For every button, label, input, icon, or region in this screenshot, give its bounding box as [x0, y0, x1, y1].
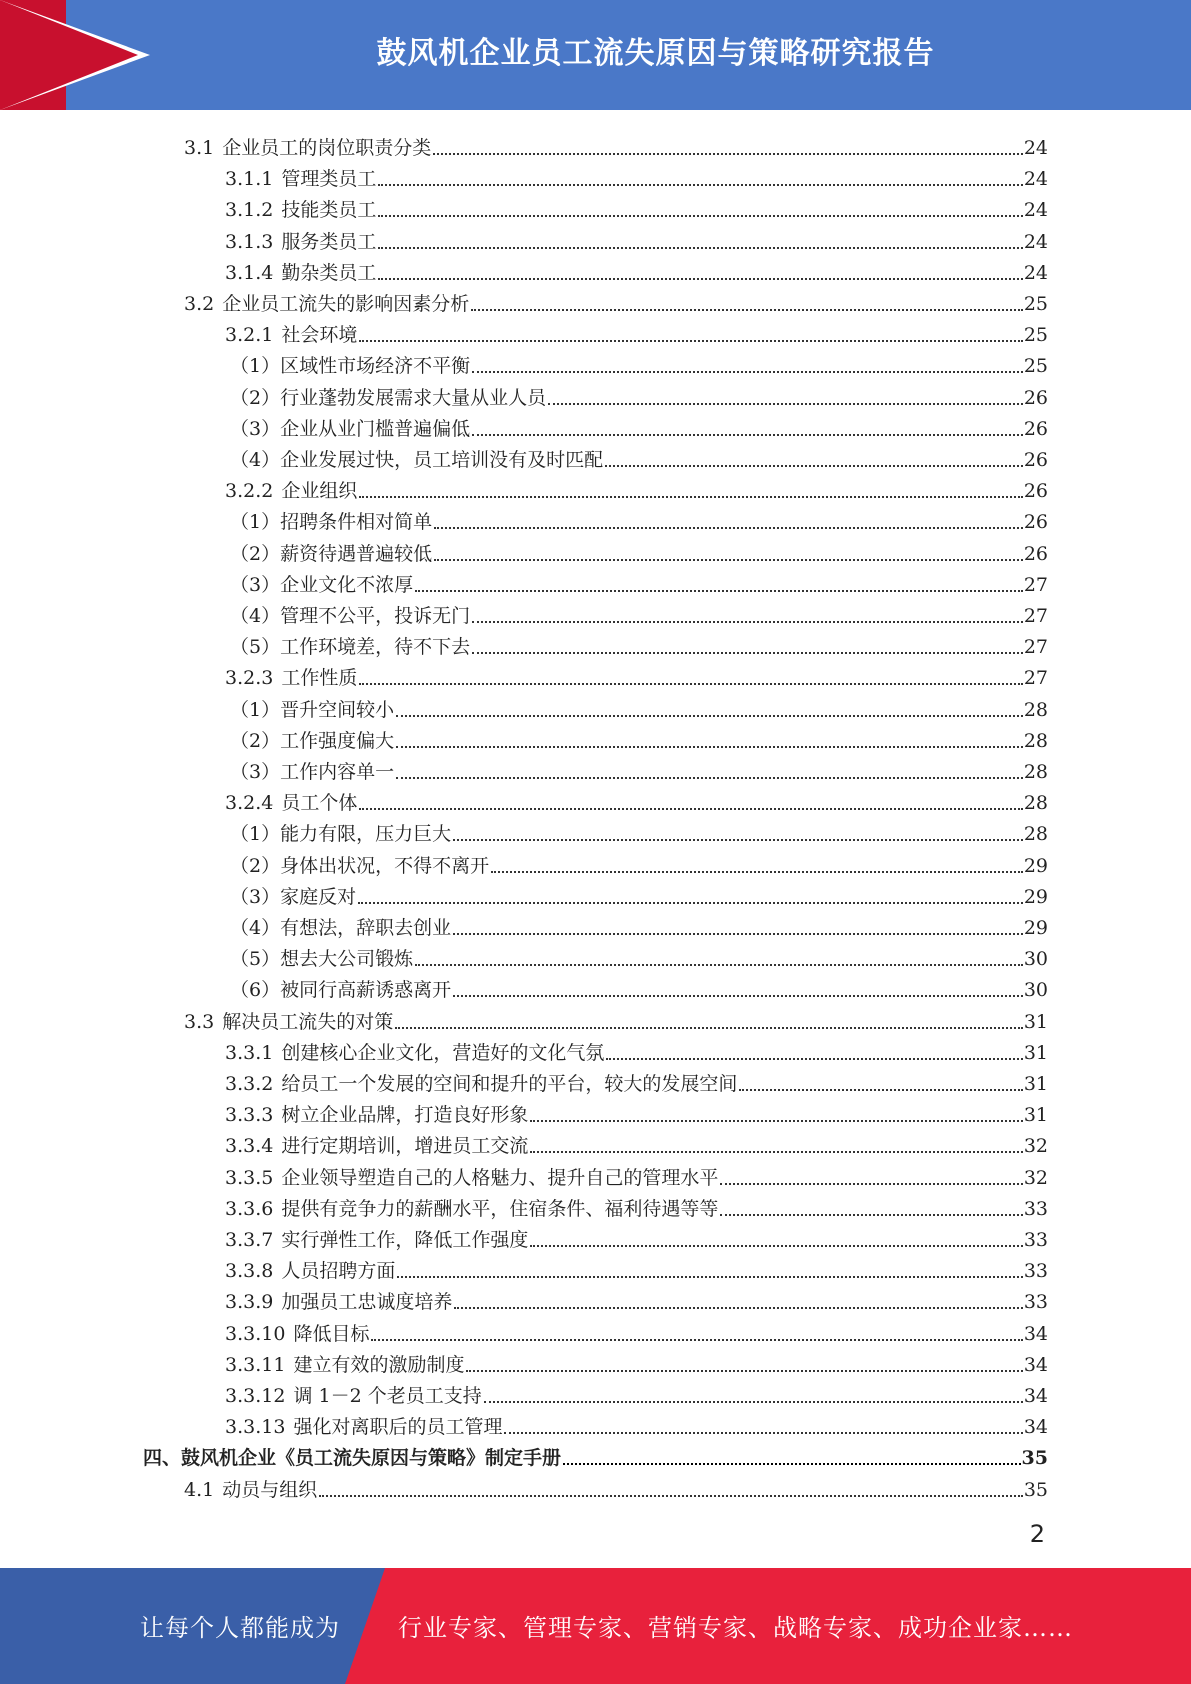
- toc-dot-leader: [454, 1306, 1022, 1309]
- toc-entry-page: 35: [1021, 1447, 1048, 1470]
- toc-dot-leader: [415, 589, 1023, 592]
- toc-dot-leader: [472, 651, 1023, 654]
- toc-entry-number: 3.1.2: [225, 199, 274, 222]
- toc-entry-number: （5）: [230, 948, 281, 971]
- toc-entry-title: 企业领导塑造自己的人格魅力、提升自己的管理水平: [281, 1166, 719, 1189]
- toc-entry[interactable]: [225, 1189, 1048, 1220]
- toc-entry-page: 24: [1023, 137, 1048, 159]
- toc-entry-title: 降低目标: [293, 1322, 370, 1345]
- toc-entry-page: 25: [1023, 324, 1048, 347]
- toc-entry[interactable]: [225, 783, 1048, 814]
- toc-entry-page: 34: [1023, 1416, 1048, 1439]
- toc-entry[interactable]: [225, 190, 1048, 221]
- toc-entry[interactable]: [225, 222, 1048, 253]
- toc-entry-number: （4）: [230, 917, 281, 939]
- toc-entry-page: 24: [1023, 199, 1048, 222]
- toc-entry-number: （4）: [230, 605, 281, 627]
- toc-entry[interactable]: [184, 128, 1048, 159]
- toc-entry-number: 3.2: [184, 293, 215, 315]
- toc-dot-leader: [471, 308, 1023, 311]
- toc-entry[interactable]: [143, 1438, 1048, 1469]
- toc-dot-leader: [606, 1057, 1022, 1060]
- toc-entry-page: 31: [1023, 1010, 1048, 1033]
- toc-entry-page: 33: [1023, 1260, 1048, 1283]
- toc-entry[interactable]: [230, 565, 1048, 596]
- toc-entry-number: （2）: [230, 542, 281, 565]
- toc-dot-leader: [484, 1400, 1023, 1403]
- toc-entry[interactable]: [225, 1345, 1048, 1376]
- toc-dot-leader: [434, 558, 1023, 561]
- toc-dot-leader: [378, 277, 1022, 280]
- toc-dot-leader: [530, 1150, 1022, 1153]
- toc-entry-title: 企业员工流失的影响因素分析: [222, 293, 470, 315]
- toc-entry-number: （5）: [230, 636, 281, 659]
- toc-entry-page: 29: [1023, 885, 1048, 908]
- toc-entry-page: 26: [1023, 386, 1048, 409]
- toc-entry-page: 32: [1023, 1135, 1048, 1158]
- toc-entry-number: （1）: [230, 355, 281, 378]
- toc-entry-number: 3.3.6: [225, 1197, 274, 1220]
- toc-entry[interactable]: [230, 502, 1048, 533]
- toc-dot-leader: [358, 901, 1023, 904]
- toc-entry-page: 27: [1023, 605, 1048, 627]
- toc-entry-page: 31: [1023, 1104, 1048, 1127]
- toc-dot-leader: [530, 1244, 1022, 1247]
- toc-entry-number: 3.3.13: [225, 1416, 286, 1439]
- toc-dot-leader: [739, 1088, 1022, 1091]
- toc-dot-leader: [395, 1026, 1023, 1029]
- toc-dot-leader: [472, 433, 1023, 436]
- toc-entry-title: 进行定期培训，增进员工交流: [281, 1135, 529, 1158]
- toc-entry[interactable]: [184, 1470, 1048, 1501]
- toc-dot-leader: [433, 152, 1023, 155]
- toc-entry[interactable]: [230, 814, 1048, 845]
- toc-dot-leader: [396, 714, 1023, 717]
- toc-dot-leader: [472, 620, 1023, 623]
- toc-entry[interactable]: [230, 627, 1048, 658]
- toc-entry-page: 34: [1023, 1322, 1048, 1345]
- toc-dot-leader: [720, 1213, 1022, 1216]
- toc-entry[interactable]: [225, 1095, 1048, 1126]
- toc-entry-title: 动员与组织: [222, 1478, 318, 1501]
- toc-entry-page: 33: [1023, 1291, 1048, 1314]
- toc-entry[interactable]: [225, 1033, 1048, 1064]
- toc-entry-number: （2）: [230, 729, 281, 752]
- toc-entry-title: 提供有竞争力的薪酬水平，住宿条件、福利待遇等等: [281, 1197, 719, 1220]
- toc-entry-title: 加强员工忠诚度培养: [281, 1291, 453, 1314]
- toc-dot-leader: [319, 1494, 1023, 1497]
- toc-entry-number: 3.3.3: [225, 1104, 274, 1127]
- toc-entry-title: 企业文化不浓厚: [280, 573, 414, 596]
- toc-entry[interactable]: [230, 939, 1048, 970]
- toc-entry[interactable]: [230, 596, 1048, 627]
- toc-entry-number: 3.2.4: [225, 792, 274, 815]
- toc-entry-number: 3.3.12: [225, 1385, 286, 1407]
- toc-entry[interactable]: [230, 721, 1048, 752]
- footer-blue-slant: [345, 1568, 385, 1684]
- toc-entry-title: 树立企业品牌，打造良好形象: [281, 1104, 529, 1127]
- footer-slogan-right: 行业专家、管理专家、营销专家、战略专家、成功企业家……: [398, 1614, 1073, 1642]
- page-number: 2: [1029, 1520, 1045, 1548]
- toc-entry[interactable]: [230, 846, 1048, 877]
- toc-entry-number: 3.3.1: [225, 1041, 274, 1064]
- toc-entry-number: 3.2.3: [225, 667, 274, 690]
- toc-entry-number: 3.1.3: [225, 230, 274, 253]
- toc-entry-number: （2）: [230, 386, 281, 409]
- toc-entry[interactable]: [230, 690, 1048, 721]
- toc-dot-leader: [397, 1275, 1022, 1278]
- toc-entry[interactable]: [225, 1407, 1048, 1438]
- toc-entry-page: 26: [1023, 542, 1048, 565]
- toc-dot-leader: [453, 838, 1023, 841]
- toc-entry-title: 企业从业门槛普遍偏低: [280, 417, 471, 440]
- toc-entry[interactable]: [225, 658, 1048, 689]
- toc-entry-title: 服务类员工: [281, 230, 377, 253]
- toc-entry-title: 被同行高薪诱惑离开: [280, 979, 452, 1002]
- toc-entry[interactable]: [225, 1376, 1048, 1407]
- toc-entry-title: 行业蓬勃发展需求大量从业人员: [280, 386, 547, 409]
- toc-entry-number: 3.3.9: [225, 1291, 274, 1314]
- toc-entry-number: （3）: [230, 761, 281, 783]
- toc-dot-leader: [359, 807, 1022, 810]
- toc-entry-title: 晋升空间较小: [280, 698, 395, 721]
- toc-dot-leader: [378, 183, 1022, 186]
- toc-entry-number: （1）: [230, 511, 281, 534]
- toc-dot-leader: [548, 402, 1023, 405]
- toc-dot-leader: [396, 745, 1023, 748]
- toc-entry-page: 28: [1023, 698, 1048, 721]
- toc-entry-title: 管理不公平，投诉无门: [280, 605, 471, 627]
- toc-entry-number: 3.3.5: [225, 1166, 274, 1189]
- toc-dot-leader: [415, 963, 1023, 966]
- toc-entry-number: （3）: [230, 417, 281, 440]
- toc-entry-page: 26: [1023, 417, 1048, 440]
- header-chevron-red: [0, 0, 140, 110]
- toc-entry-page: 34: [1023, 1353, 1048, 1376]
- toc-entry[interactable]: [225, 1158, 1048, 1189]
- toc-entry-title: 实行弹性工作，降低工作强度: [281, 1229, 529, 1251]
- toc-entry-page: 29: [1023, 917, 1048, 939]
- toc-entry-number: 4.1: [184, 1478, 215, 1501]
- toc-entry-title: 身体出状况，不得不离开: [280, 854, 490, 877]
- toc-entry-title: 创建核心企业文化，营造好的文化气氛: [281, 1041, 605, 1064]
- toc-entry[interactable]: [230, 877, 1048, 908]
- toc-entry-page: 27: [1023, 667, 1048, 690]
- toc-dot-leader: [563, 1462, 1021, 1465]
- toc-entry-page: 28: [1023, 823, 1048, 846]
- toc-entry[interactable]: [230, 534, 1048, 565]
- toc-entry-title: 强化对离职后的员工管理: [293, 1416, 503, 1439]
- toc-entry-page: 32: [1023, 1166, 1048, 1189]
- toc-entry-title: 勤杂类员工: [281, 261, 377, 284]
- toc-entry-number: （4）: [230, 449, 281, 471]
- toc-entry-title: 员工个体: [281, 792, 358, 815]
- toc-entry-title: 企业组织: [281, 480, 358, 503]
- toc-dot-leader: [720, 1182, 1022, 1185]
- toc-entry-page: 25: [1023, 355, 1048, 378]
- toc-entry-page: 28: [1023, 761, 1048, 783]
- toc-dot-leader: [396, 776, 1023, 779]
- toc-entry[interactable]: [225, 1064, 1048, 1095]
- toc-entry-number: （3）: [230, 885, 281, 908]
- toc-entry-number: 3.3.10: [225, 1322, 286, 1345]
- toc-entry-page: 26: [1023, 480, 1048, 503]
- toc-entry-title: 想去大公司锻炼: [280, 948, 414, 971]
- toc-entry-number: （1）: [230, 823, 281, 846]
- toc-dot-leader: [491, 870, 1023, 873]
- document-title: 鼓风机企业员工流失原因与策略研究报告: [376, 36, 935, 71]
- toc-entry-number: 3.1.1: [225, 168, 274, 191]
- toc-entry-title: 建立有效的激励制度: [293, 1353, 465, 1376]
- toc-entry-number: 3.3.8: [225, 1260, 274, 1283]
- toc-entry[interactable]: [225, 1126, 1048, 1157]
- toc-entry-title: 人员招聘方面: [281, 1260, 396, 1283]
- toc-dot-leader: [359, 339, 1022, 342]
- header-band: [0, 0, 1191, 110]
- toc-dot-leader: [530, 1119, 1022, 1122]
- toc-entry-page: 29: [1023, 854, 1048, 877]
- toc-entry-page: 33: [1023, 1229, 1048, 1251]
- toc-entry[interactable]: [230, 440, 1048, 471]
- toc-entry-title: 管理类员工: [281, 168, 377, 191]
- toc-dot-leader: [472, 370, 1023, 373]
- toc-entry[interactable]: [225, 1251, 1048, 1282]
- toc-entry[interactable]: [225, 315, 1048, 346]
- toc-entry-page: 30: [1023, 979, 1048, 1002]
- toc-entry-title: 能力有限，压力巨大: [280, 823, 452, 846]
- toc-dot-leader: [378, 246, 1022, 249]
- toc-entry[interactable]: [230, 409, 1048, 440]
- toc-entry-title: 解决员工流失的对策: [222, 1010, 394, 1033]
- toc-entry-title: 薪资待遇普遍较低: [280, 542, 433, 565]
- toc-entry-number: 3.3.11: [225, 1353, 286, 1376]
- toc-entry[interactable]: [225, 253, 1048, 284]
- toc-entry-page: 28: [1023, 792, 1048, 815]
- toc-entry-title: 社会环境: [281, 324, 358, 347]
- toc-entry-number: 3.2.1: [225, 324, 274, 347]
- toc-entry[interactable]: [230, 908, 1048, 939]
- toc-entry[interactable]: [230, 970, 1048, 1001]
- toc-dot-leader: [453, 932, 1023, 935]
- toc-dot-leader: [359, 682, 1022, 685]
- toc-entry-title: 有想法，辞职去创业: [280, 917, 452, 939]
- toc-entry-number: 3.1: [184, 137, 215, 159]
- toc-entry-number: （2）: [230, 854, 281, 877]
- toc-entry-title: 调 1－2 个老员工支持: [293, 1385, 482, 1407]
- toc-dot-leader: [359, 495, 1022, 498]
- toc-entry-page: 24: [1023, 230, 1048, 253]
- toc-dot-leader: [434, 526, 1023, 529]
- toc-entry-number: （3）: [230, 573, 281, 596]
- toc-entry[interactable]: [225, 1220, 1048, 1251]
- toc-entry-number: 3.3.2: [225, 1073, 274, 1095]
- toc-entry[interactable]: [230, 346, 1048, 377]
- toc-dot-leader: [453, 994, 1023, 997]
- toc-entry-page: 25: [1023, 293, 1048, 315]
- toc-entry-title: 工作性质: [281, 667, 358, 690]
- toc-entry[interactable]: [225, 1314, 1048, 1345]
- toc-entry-page: 24: [1023, 261, 1048, 284]
- toc-entry-number: （1）: [230, 698, 281, 721]
- toc-entry-title: 给员工一个发展的空间和提升的平台，较大的发展空间: [281, 1073, 738, 1095]
- toc-entry-page: 31: [1023, 1041, 1048, 1064]
- toc-entry[interactable]: [225, 1282, 1048, 1313]
- toc-entry-page: 31: [1023, 1073, 1048, 1095]
- toc-entry[interactable]: [230, 378, 1048, 409]
- toc-entry-title: 招聘条件相对简单: [280, 511, 433, 534]
- toc-entry[interactable]: [184, 1002, 1048, 1033]
- toc-entry-title: 家庭反对: [280, 885, 357, 908]
- toc-entry-page: 30: [1023, 948, 1048, 971]
- toc-entry-title: 技能类员工: [281, 199, 377, 222]
- toc-entry-page: 28: [1023, 729, 1048, 752]
- toc-entry-title: 工作强度偏大: [280, 729, 395, 752]
- toc-entry-title: 区域性市场经济不平衡: [280, 355, 471, 378]
- toc-entry-page: 34: [1023, 1385, 1048, 1407]
- toc-entry-page: 27: [1023, 636, 1048, 659]
- toc-dot-leader: [605, 464, 1023, 467]
- toc-entry-title: 工作环境差，待不下去: [280, 636, 471, 659]
- toc-entry-title: 企业发展过快，员工培训没有及时匹配: [280, 449, 604, 471]
- toc-entry-number: 四、: [143, 1447, 182, 1470]
- toc-entry-number: 3.3.7: [225, 1229, 274, 1251]
- toc-entry-number: 3.3.4: [225, 1135, 274, 1158]
- toc-entry[interactable]: [184, 284, 1048, 315]
- toc-dot-leader: [466, 1369, 1022, 1372]
- toc-entry-title: 鼓风机企业《员工流失原因与策略》制定手册: [181, 1447, 562, 1470]
- toc-entry-page: 26: [1023, 449, 1048, 471]
- toc-entry-page: 26: [1023, 511, 1048, 534]
- footer-band: [0, 1568, 1191, 1684]
- footer-slogan-left: 让每个人都能成为: [140, 1614, 340, 1642]
- toc-entry-title: 工作内容单一: [280, 761, 395, 783]
- toc-entry-page: 24: [1023, 168, 1048, 191]
- toc-dot-leader: [504, 1431, 1022, 1434]
- toc-entry-number: 3.3: [184, 1010, 215, 1033]
- toc-dot-leader: [371, 1338, 1022, 1341]
- toc-dot-leader: [378, 214, 1022, 217]
- toc-entry-number: 3.1.4: [225, 261, 274, 284]
- toc-entry[interactable]: [225, 159, 1048, 190]
- toc-entry[interactable]: [225, 471, 1048, 502]
- toc-entry-number: 3.2.2: [225, 480, 274, 503]
- toc-entry[interactable]: [230, 752, 1048, 783]
- toc-entry-number: （6）: [230, 979, 281, 1002]
- toc-entry-title: 企业员工的岗位职责分类: [222, 137, 432, 159]
- toc-entry-page: 33: [1023, 1197, 1048, 1220]
- toc-entry-page: 27: [1023, 573, 1048, 596]
- toc-entry-page: 35: [1023, 1478, 1048, 1501]
